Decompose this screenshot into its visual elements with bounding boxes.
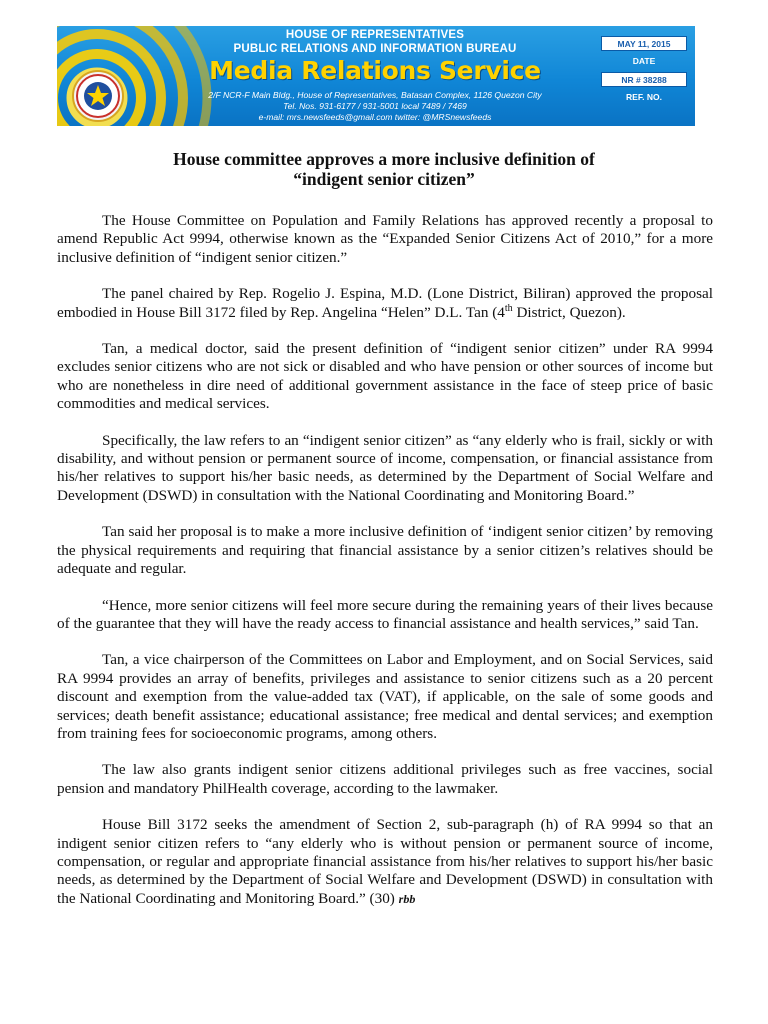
header-banner: [57, 26, 695, 126]
office-email: e-mail: mrs.newsfeeds@gmail.com twitter: @MRSnewsfeeds: [258, 112, 492, 122]
house-seal-logo: [72, 70, 124, 122]
headline-line-2: “indigent senior citizen”: [293, 169, 475, 189]
paragraph-1: The House Committee on Population and Family Relations has approved recently a proposal to amend Republic Act 9994, otherwise known as the “Expanded Senior Citizens Act of 2010,” for a more inclusive definition of “indigent senior citizen.”: [57, 212, 713, 266]
service-title: Media Relations Service: [209, 56, 541, 85]
bureau-name: PUBLIC RELATIONS AND INFORMATION BUREAU: [233, 43, 517, 55]
office-address: 2/F NCR-F Main Bldg., House of Representatives, Batasan Complex, 1126 Quezon City: [208, 90, 542, 100]
date-ref-panel: [601, 36, 687, 120]
paragraph-8: The law also grants indigent senior citizens additional privileges such as free vaccines, social pension and mandatory PhilHealth coverage, according to the lawmaker.: [57, 761, 713, 797]
ref-label: REF. NO.: [626, 92, 662, 102]
headline-line-1: House committee approves a more inclusive definition of: [173, 149, 595, 169]
office-phone: Tel. Nos. 931-6177 / 931-5001 local 7489 / 7469: [283, 101, 467, 111]
paragraph-9-text: House Bill 3172 seeks the amendment of Section 2, sub-paragraph (h) of RA 9994 so that an indigent senior citizen refers to “any elderly who is without pension or permanent source of income, compensation, or regular and appropriate financial assistance from his/her relatives to support his/her basic needs, as determined by the Department of Social Welfare and Development (DSWD) in consultation with the National Coordinating and Monitoring Board.” (30): [57, 816, 713, 907]
paragraph-6: “Hence, more senior citizens will feel more secure during the remaining years of their lives because of the guarantee that they will have the ready access to financial assistance and health services,” said Tan.: [57, 596, 713, 632]
paragraph-2-end: District, Quezon).: [512, 303, 626, 321]
ref-value: NR # 38288: [601, 72, 687, 87]
paragraph-2: [57, 285, 713, 322]
ordinal-suffix: th: [504, 302, 513, 314]
paragraph-5: Tan said her proposal is to make a more inclusive definition of ‘indigent senior citizen’ by removing the physical requirements and requiring that financial assistance by a senior citizen’s relatives should be adequate and regular.: [57, 523, 713, 578]
date-value: MAY 11, 2015: [601, 36, 687, 51]
paragraph-9: [57, 816, 713, 908]
author-initials: rbb: [398, 891, 416, 906]
house-name: HOUSE OF REPRESENTATIVES: [285, 29, 465, 41]
date-label: DATE: [632, 56, 656, 66]
paragraph-3: Tan, a medical doctor, said the present definition of “indigent senior citizen” under RA 9994 excludes senior citizens who are not sick or disabled and who have pension or other sources of income but who are nonetheless in dire need of additional government assistance in the face of steep price of basic commodities and medical services.: [57, 340, 713, 413]
headline: [60, 149, 708, 189]
paragraph-2-text: The panel chaired by Rep. Rogelio J. Espina, M.D. (Lone District, Biliran) approved the proposal embodied in House Bill 3172 filed by Rep. Angelina “Helen” D.L. Tan (4: [57, 285, 713, 321]
paragraph-4: Specifically, the law refers to an “indigent senior citizen” as “any elderly who is frail, sickly or with disability, and without pension or permanent source of income, compensation, or financial assistance from his/her relatives to support his/her basic needs, as determined by the Department of Social Welfare and Development (DSWD) in consultation with the National Coordinating and Monitoring Board.”: [57, 431, 713, 504]
paragraph-7: Tan, a vice chairperson of the Committees on Labor and Employment, and on Social Services, said RA 9994 provides an array of benefits, privileges and assistance to senior citizens such as a 20 percent discount and exemption from the value-added tax (VAT), if applicable, on the sale of some goods and services; death benefit assistance; educational assistance; free medical and dental services; and exemption from training fees for socioeconomic programs, among others.: [57, 651, 713, 742]
article-body: [57, 212, 713, 926]
